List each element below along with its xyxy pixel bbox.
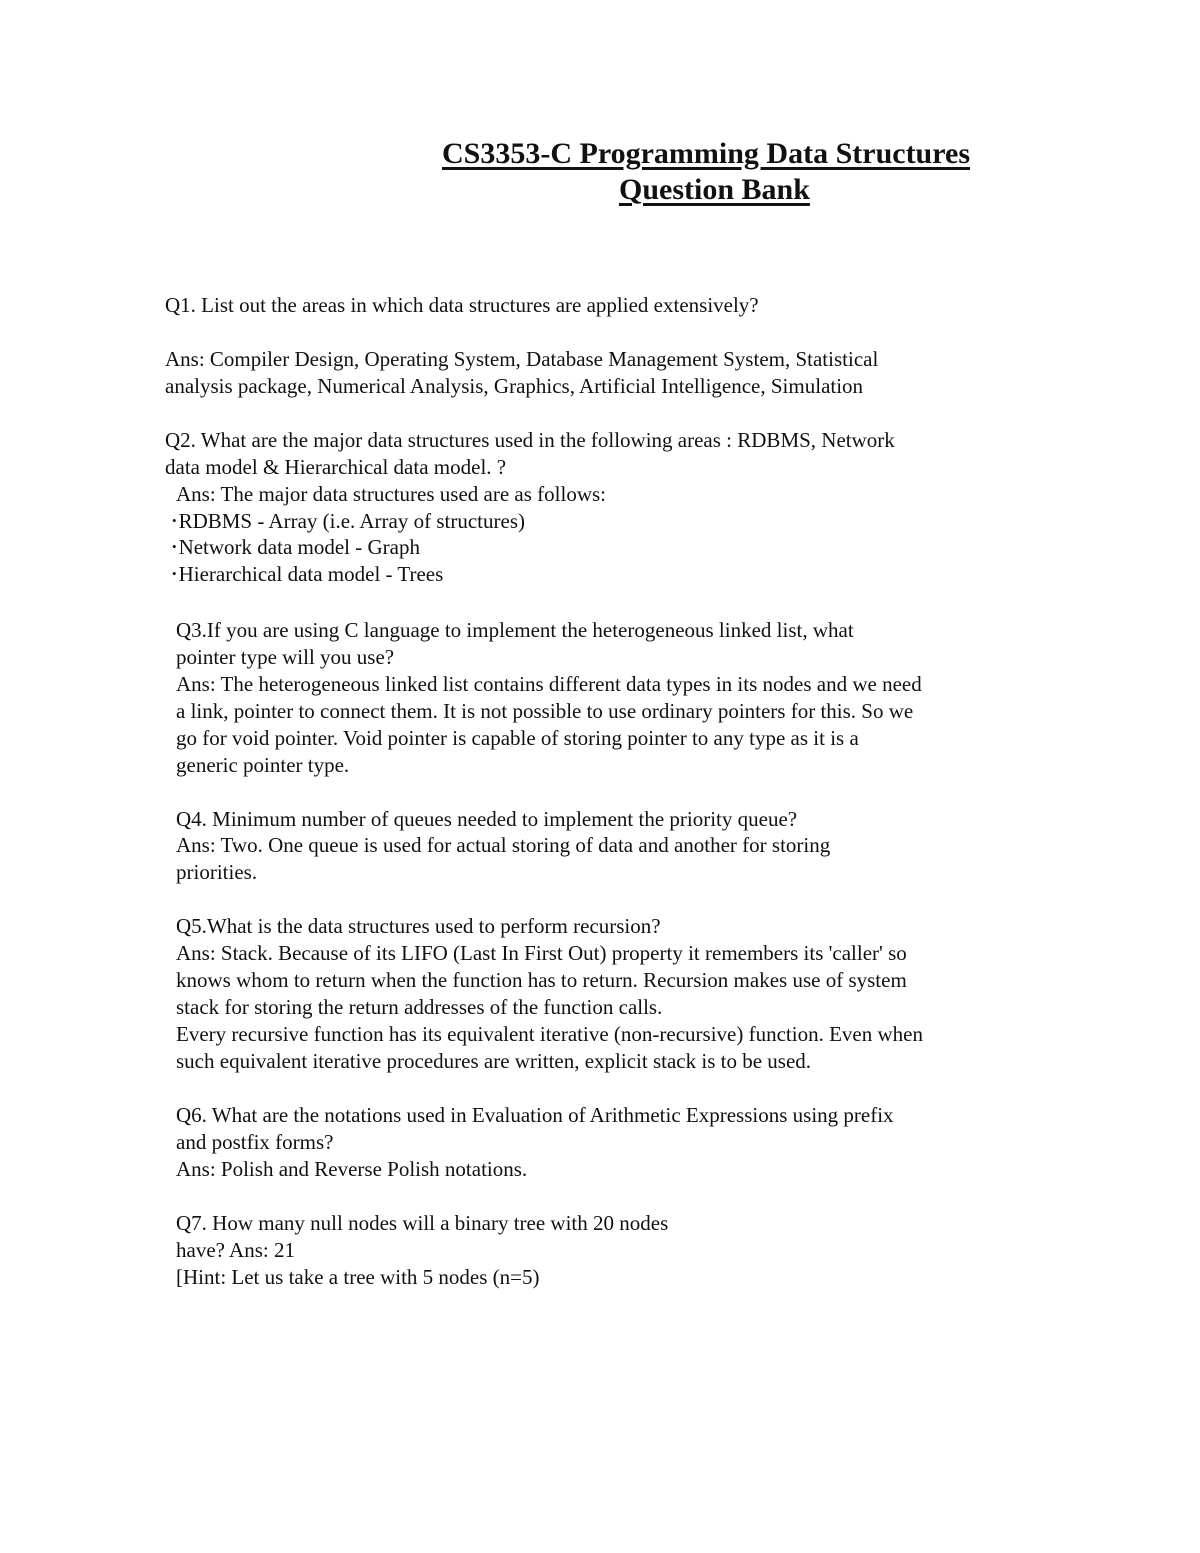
q5-answer-line: Ans: Stack. Because of its LIFO (Last In First Out) property it remembers its 'caller' so [176,941,907,965]
q2-question-line: data model & Hierarchical data model. ? [165,455,507,479]
q1-question: Q1. List out the areas in which data structures are applied extensively? [165,293,759,317]
q5-answer-line: Every recursive function has its equivalent iterative (non-recursive) function. Even when [176,1022,923,1046]
q2-bullet-item: • RDBMS - Array (i.e. Array of structures) [172,508,525,537]
q7-hint-line: [Hint: Let us take a tree with 5 nodes (n=5) [176,1265,540,1289]
q5-question: Q5.What is the data structures used to perform recursion? [176,914,661,938]
q2-bullet-item: • Network data model - Graph [172,534,420,563]
q6-answer: Ans: Polish and Reverse Polish notations. [176,1157,528,1181]
q6-question-line: Q6. What are the notations used in Evaluation of Arithmetic Expressions using prefix [176,1103,894,1127]
q4-question: Q4. Minimum number of queues needed to implement the priority queue? [176,807,798,831]
q7-line: Q7. How many null nodes will a binary tree with 20 nodes [176,1211,669,1235]
q3-question-line: Q3.If you are using C language to implement the heterogeneous linked list, what [176,618,854,642]
document-subtitle: Question Bank [619,173,810,206]
q7-line: have? Ans: 21 [176,1238,295,1262]
q3-question-line: pointer type will you use? [176,645,395,669]
q5-answer-line: such equivalent iterative procedures are written, explicit stack is to be used. [176,1049,812,1073]
document-title: CS3353-C Programming Data Structures [442,137,971,170]
q6-question-line: and postfix forms? [176,1130,334,1154]
q2-question-line: Q2. What are the major data structures used in the following areas : RDBMS, Network [165,428,895,452]
q1-answer-line: analysis package, Numerical Analysis, Graphics, Artificial Intelligence, Simulation [165,374,864,398]
q3-answer-line: generic pointer type. [176,753,350,777]
q1-answer-line: Ans: Compiler Design, Operating System, Database Management System, Statistical [165,347,879,371]
q3-answer-line: Ans: The heterogeneous linked list contains different data types in its nodes and we need [176,672,922,696]
q5-answer-line: knows whom to return when the function has to return. Recursion makes use of system [176,968,907,992]
q3-answer-line: go for void pointer. Void pointer is capable of storing pointer to any type as it is a [176,726,859,750]
q4-answer-line: priorities. [176,860,258,884]
q4-answer-line: Ans: Two. One queue is used for actual storing of data and another for storing [176,833,831,857]
q3-answer-line: a link, pointer to connect them. It is not possible to use ordinary pointers for this. So we [176,699,914,723]
q2-answer-intro: Ans: The major data structures used are as follows: [176,482,606,506]
q5-answer-line: stack for storing the return addresses of the function calls. [176,995,663,1019]
q2-bullet-item: • Hierarchical data model - Trees [172,561,443,590]
